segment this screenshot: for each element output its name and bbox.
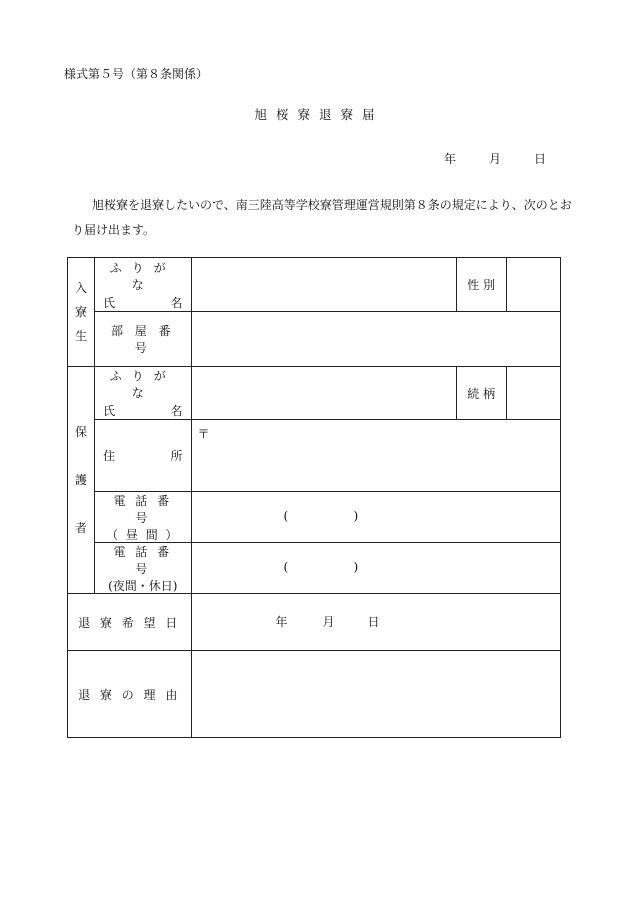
room-number-label: 部 屋 番 号	[95, 312, 191, 367]
relationship-label: 続 柄	[456, 367, 506, 420]
phone-night-label: 電 話 番 号 (夜間・休日)	[95, 543, 191, 594]
month-label: 月	[488, 152, 501, 166]
guardian-name-field[interactable]	[191, 367, 456, 420]
gender-field[interactable]	[506, 258, 560, 312]
gender-label: 性 別	[456, 258, 506, 312]
declaration-text: 旭桜寮を退寮したいので、南三陸高等学校寮管理運営規則第８条の規定により、次のとおり届け出ます。	[72, 198, 572, 237]
submission-date	[444, 153, 546, 165]
day-label: 日	[533, 152, 546, 166]
furigana-label: ふりがな	[109, 260, 176, 292]
section-student: 入 寮 生	[68, 258, 95, 367]
postal-mark: 〒	[197, 427, 210, 441]
student-name-label: ふりがな 氏 名	[95, 258, 191, 312]
phone-day-label: 電 話 番 号 （ 昼 間 ）	[95, 492, 191, 543]
student-name-field[interactable]	[191, 258, 456, 312]
year-label: 年	[444, 152, 457, 166]
section-guardian: 保 護 者	[68, 367, 95, 594]
address-label: 住 所	[95, 420, 191, 492]
relationship-field[interactable]	[506, 367, 560, 420]
desired-date-field[interactable]: 年 月 日	[191, 594, 561, 651]
form-number: 様式第５号（第８条関係）	[64, 67, 209, 81]
document-title: 旭桜寮退寮届	[254, 107, 384, 122]
reason-field[interactable]	[191, 651, 561, 738]
address-field[interactable]	[191, 420, 561, 492]
room-number-field[interactable]	[191, 312, 561, 367]
withdrawal-form-table	[67, 257, 561, 738]
phone-night-field[interactable]: ( )	[191, 543, 561, 594]
desired-date-label: 退 寮 希 望 日	[68, 594, 192, 651]
reason-label: 退 寮 の 理 由	[68, 651, 192, 738]
phone-day-field[interactable]: ( )	[191, 492, 561, 543]
guardian-name-label: ふりがな 氏 名	[95, 367, 191, 420]
